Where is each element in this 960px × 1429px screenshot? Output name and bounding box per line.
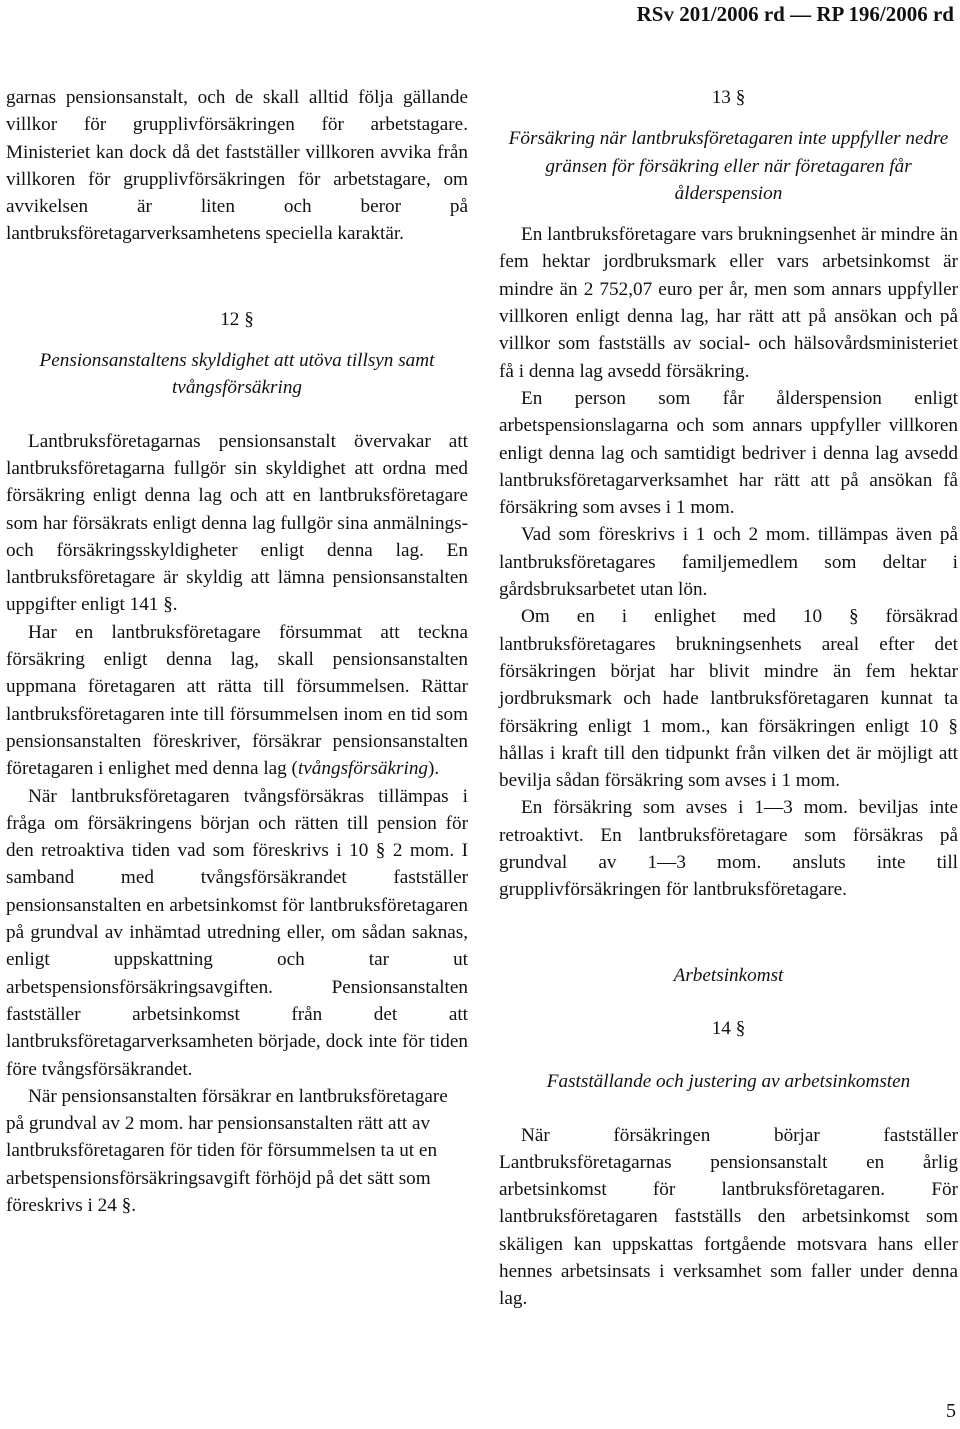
section-12-paragraph-1: Lantbruksföretagarnas pensionsanstalt övervakar att lantbruksföretagarna fullgör sin skyldighet att ordna med försäkring enligt denna lag och att en lantbruksföretagare som har försäkrats enligt denna lag fullgör sina anmälnings- och försäkringsskyldigheter enligt denna lag. En lantbruksföretagare är skyldig att lämna pensionsanstalten uppgifter enligt 141 §. [6,430,468,616]
section-12-paragraph-2: Har en lantbruksföretagare försummat att teckna försäkring enligt denna lag, skall pensionsanstalten uppmana företagaren att rätta till försummelsen. Rättar lantbruksföretagaren inte till försummelsen inom en tid som pensionsanstalten föreskriver, försäkrar pensionsanstalten företagaren i enlighet med denna lag (tvångsförsäkring). [6,621,468,780]
section-14-paragraph-1: När försäkringen börjar fastställer Lantbruksföretagarnas pensionsanstalt en årlig arbetsinkomst för lantbruksföretagaren. För lantbruksföretagaren fastställs den arbetsinkomst som skäligen kan uppskattas fortgående motsvara hans eller hennes arbetsinsats i verksamhet som faller under denna lag. [499,1124,958,1310]
section-12-paragraph-3: När lantbruksföretagaren tvångsförsäkras tillämpas i fråga om försäkringens början och rätten till pension för den retroaktiva tiden vad som föreskrivs i 10 § 2 mom. I samband med tvångsförsäkrandet fastställer pensionsanstalten en arbetsinkomst för lantbruksföretagaren på grundval av inhämtad utredning eller, om sådan saknas, enligt uppskattning och tar ut arbetspensionsförsäkringsavgiften. Pensionsanstalten fastställer arbetsinkomst från det att lantbruksföretagarverksamheten började, dock inte för tiden före tvångsförsäkrandet. [6,785,468,1080]
section-13-paragraph-2: En person som får ålderspension enligt arbetspensionslagarna och som annars uppfyller villkoren enligt denna lag och samtidigt bedriver i denna lag avsedd lantbruksföretagarverksamhet har rätt att på ansökan få försäkring som avses i 1 mom. [499,387,958,519]
subheading-arbetsinkomst: Arbetsinkomst [673,964,784,986]
left-column [6,84,468,1219]
tvangsforsakring-term: tvångsförsäkring [297,758,429,780]
section-13-paragraph-1: En lantbruksföretagare vars brukningsenhet är mindre än fem hektar jordbruksmark eller vars arbetsinkomst är mindre än 2 752,07 euro per år, men som annars uppfyller villkoren enligt denna lag, har rätt att på ansökan och på villkor som fastställs av social- och hälsovårdsministeriet få i denna lag avsedd försäkring. [499,224,958,382]
page-number: 5 [946,1400,956,1422]
section-13-number: 13 § [711,87,746,108]
section-14-number: 14 § [711,1017,746,1039]
section-13-paragraph-3: Vad som föreskrivs i 1 och 2 mom. tillämpas även på lantbruksföretagares familjemedlem som deltar i gårdsbruksarbetet utan lön. [499,524,958,601]
paragraph-continued: garnas pensionsanstalt, och de skall alltid följa gällande villkor för grupplivförsäkringen för arbetstagare. Ministeriet kan dock då det fastställer villkoren avvika från villkoren för grupplivförsäkringen för arbetstagare, om avvikelsen är liten och beror på lantbruksföretagarverksamhetens speciella karaktär. [6,87,468,245]
section-12-paragraph-4: När pensionsanstalten försäkrar en lantbruksföretagare på grundval av 2 mom. har pensionsanstalten rätt att av lantbruksföretagaren för tiden för försummelsen ta ut en arbetspensionsförsäkringsavgift förhöjd på det sätt som föreskrivs i 24 §. [6,1085,448,1216]
section-12-title: Pensionsanstaltens skyldighet att utöva tillsyn samt tvångsförsäkring [39,350,435,399]
right-column [499,84,958,1313]
section-13-paragraph-5: En försäkring som avses i 1—3 mom. beviljas inte retroaktivt. En lantbruksföretagare som försäkras på grundval av 1—3 mom. ansluts inte till grupplivförsäkringen för lantbruksföretagare. [499,797,958,901]
section-13-paragraph-4: Om en i enlighet med 10 § försäkrad lantbruksföretagares brukningsenhets areal efter det försäkringen börjat har blivit mindre än fem hektar jordbruksmark och hade lantbruksföretagaren kunnat ta försäkring enligt 1 mom., kan försäkringen enligt 10 § hållas i kraft till den tidpunkt från vilken det är möjligt att bevilja sådan försäkring som avses i 1 mom. [499,606,958,792]
running-head: RSv 201/2006 rd — RP 196/2006 rd [636,2,954,26]
section-12-number: 12 § [220,308,254,330]
section-13-title: Försäkring när lantbruksföretagaren inte uppfyller nedre gränsen för försäkring eller när företagaren får ålderspension [508,128,949,204]
section-14-title: Fastställande och justering av arbetsinkomsten [546,1071,911,1093]
